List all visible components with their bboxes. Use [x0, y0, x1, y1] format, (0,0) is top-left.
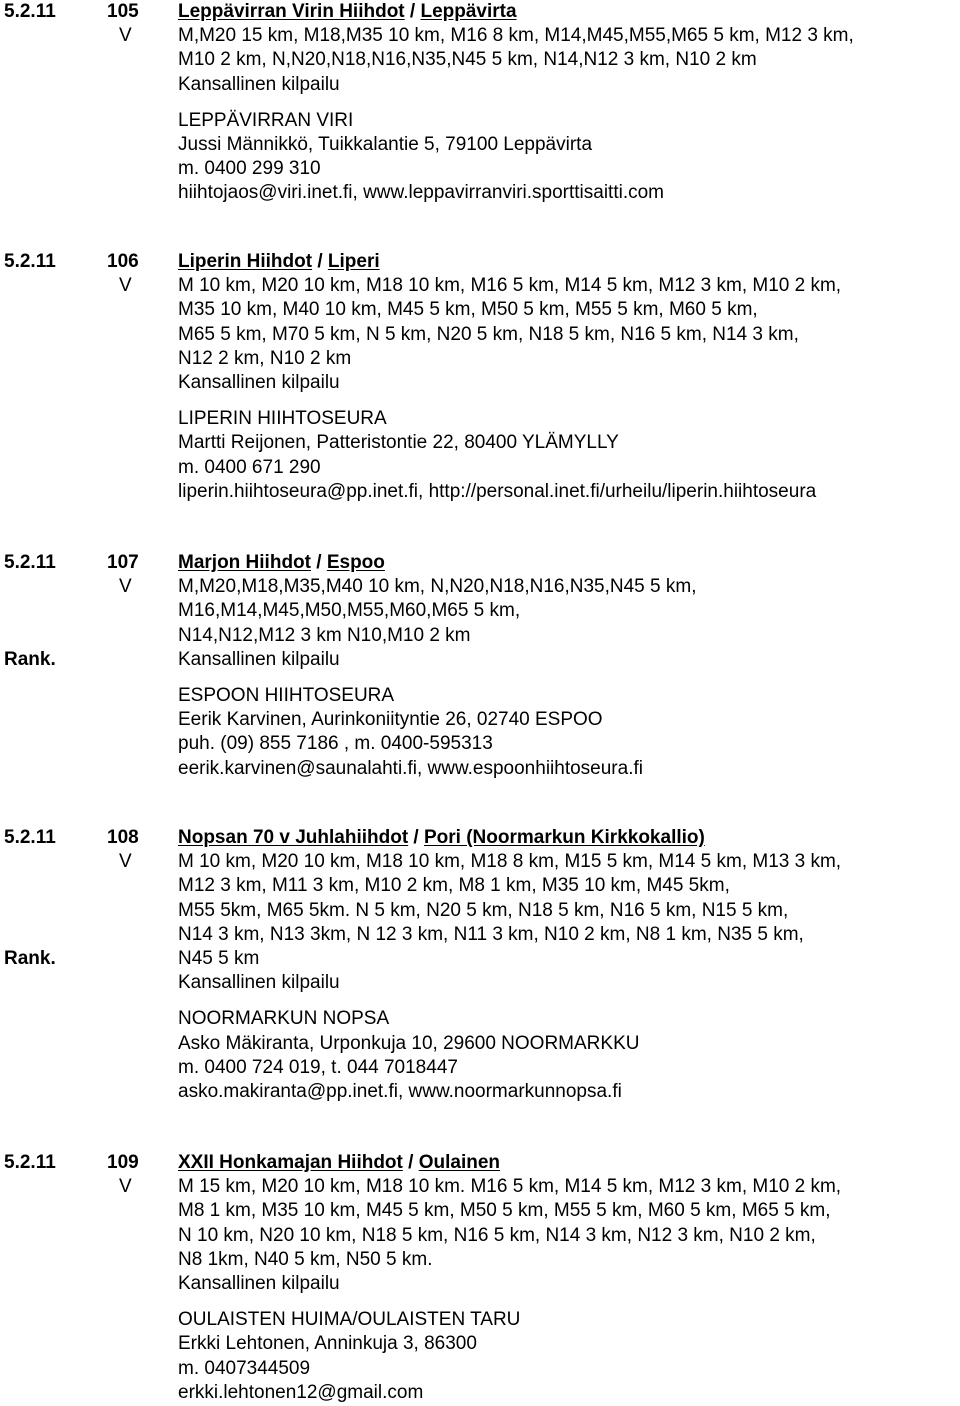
event-number: 105: [107, 1, 139, 22]
event-title: [178, 250, 958, 274]
event-date: 5.2.11: [4, 827, 56, 848]
event-location: Espoo: [326, 552, 385, 573]
event-number: 106: [107, 251, 139, 272]
event-title: [178, 1151, 958, 1175]
contact-phone: m. 0400 724 019, t. 044 7018447: [178, 1056, 458, 1078]
event-body: [178, 551, 958, 781]
event-classes: N14 3 km, N13 3km, N 12 3 km, N11 3 km, N10 2 km, N8 1 km, N35 5 km,: [178, 923, 804, 945]
event-classes: M16,M14,M45,M50,M55,M60,M65 5 km,: [178, 600, 521, 622]
title-separator: /: [408, 827, 424, 848]
event-classes: M55 5km, M65 5km. N 5 km, N20 5 km, N18 5 km, N16 5 km, N15 5 km,: [178, 899, 789, 921]
organizer-club: LIPERIN HIIHTOSEURA: [178, 408, 387, 430]
title-separator: /: [402, 1152, 419, 1173]
event-location: Pori (Noormarkun Kirkkokallio): [424, 827, 705, 848]
event-series: V: [119, 851, 132, 872]
event-classes: M65 5 km, M70 5 km, N 5 km, N20 5 km, N18 5 km, N16 5 km, N14 3 km,: [178, 323, 799, 345]
contact-address: Eerik Karvinen, Aurinkoniityntie 26, 02740 ESPOO: [178, 709, 603, 731]
event-name: Leppävirran Virin Hiihdot: [178, 1, 405, 22]
event-level: Kansallinen kilpailu: [178, 73, 340, 95]
event-classes: N12 2 km, N10 2 km: [178, 347, 352, 369]
event-classes: N14,N12,M12 3 km N10,M10 2 km: [178, 624, 471, 646]
event-classes: M 10 km, M20 10 km, M18 10 km, M18 8 km, M15 5 km, M14 5 km, M13 3 km,: [178, 851, 842, 873]
contact-phone: m. 0407344509: [178, 1357, 311, 1379]
event-level: Kansallinen kilpailu: [178, 648, 340, 670]
event-number: 107: [107, 552, 139, 573]
event-body: [178, 1151, 958, 1405]
event-level: Kansallinen kilpailu: [178, 972, 340, 994]
event-date: 5.2.11: [4, 1, 56, 22]
contact-web: hiihtojaos@viri.inet.fi, www.leppavirranviri.sporttisaitti.com: [178, 182, 665, 204]
contact-web: erkki.lehtonen12@gmail.com: [178, 1381, 424, 1403]
event-name: Nopsan 70 v Juhlahiihdot: [178, 827, 409, 848]
event-name: Marjon Hiihdot: [178, 552, 311, 573]
event-classes: M 15 km, M20 10 km, M18 10 km. M16 5 km, M14 5 km, M12 3 km, M10 2 km,: [178, 1176, 842, 1198]
contact-web: eerik.karvinen@saunalahti.fi, www.espoonhiihtoseura.fi: [178, 757, 643, 779]
event-number: 109: [107, 1152, 139, 1173]
organizer-club: NOORMARKUN NOPSA: [178, 1008, 390, 1030]
event-classes: N 10 km, N20 10 km, N18 5 km, N16 5 km, N14 3 km, N12 3 km, N10 2 km,: [178, 1224, 816, 1246]
event-classes: M 10 km, M20 10 km, M18 10 km, M16 5 km, M14 5 km, M12 3 km, M10 2 km,: [178, 275, 842, 297]
ranking-mark: Rank.: [4, 649, 56, 670]
contact-web: asko.makiranta@pp.inet.fi, www.noormarkunnopsa.fi: [178, 1080, 622, 1102]
event-body: [178, 250, 958, 504]
contact-phone: m. 0400 299 310: [178, 158, 321, 180]
event-title: [178, 0, 958, 24]
event-classes: M10 2 km, N,N20,N18,N16,N35,N45 5 km, N14,N12 3 km, N10 2 km: [178, 49, 757, 71]
event-body: [178, 0, 958, 206]
event-name: Liperin Hiihdot: [178, 251, 313, 272]
event-series: V: [119, 576, 132, 597]
event-location: Leppävirta: [420, 1, 517, 22]
contact-address: Martti Reijonen, Patteristontie 22, 80400 YLÄMYLLY: [178, 432, 619, 454]
event-location: Liperi: [327, 251, 380, 272]
event-level: Kansallinen kilpailu: [178, 371, 340, 393]
contact-web: liperin.hiihtoseura@pp.inet.fi, http://personal.inet.fi/urheilu/liperin.hiihtoseura: [178, 480, 817, 502]
contact-address: Jussi Männikkö, Tuikkalantie 5, 79100 Leppävirta: [178, 133, 593, 155]
event-classes: N45 5 km: [178, 947, 260, 969]
event-classes: M,M20 15 km, M18,M35 10 km, M16 8 km, M14,M45,M55,M65 5 km, M12 3 km,: [178, 25, 854, 47]
title-separator: /: [310, 552, 327, 573]
event-date: 5.2.11: [4, 251, 56, 272]
contact-phone: puh. (09) 855 7186 , m. 0400-595313: [178, 733, 493, 755]
contact-address: Asko Mäkiranta, Urponkuja 10, 29600 NOORMARKKU: [178, 1032, 640, 1054]
contact-phone: m. 0400 671 290: [178, 456, 321, 478]
event-number: 108: [107, 827, 139, 848]
event-classes: M8 1 km, M35 10 km, M45 5 km, M50 5 km, M55 5 km, M60 5 km, M65 5 km,: [178, 1200, 831, 1222]
event-series: V: [119, 275, 132, 296]
event-classes: M,M20,M18,M35,M40 10 km, N,N20,N18,N16,N35,N45 5 km,: [178, 576, 697, 598]
event-classes: M35 10 km, M40 10 km, M45 5 km, M50 5 km, M55 5 km, M60 5 km,: [178, 299, 758, 321]
title-separator: /: [404, 1, 421, 22]
contact-address: Erkki Lehtonen, Anninkuja 3, 86300: [178, 1333, 477, 1355]
event-title: [178, 551, 958, 575]
title-separator: /: [312, 251, 328, 272]
event-name: XXII Honkamajan Hiihdot: [178, 1152, 403, 1173]
event-level: Kansallinen kilpailu: [178, 1272, 340, 1294]
ranking-mark: Rank.: [4, 948, 56, 969]
event-series: V: [119, 25, 132, 46]
organizer-club: LEPPÄVIRRAN VIRI: [178, 109, 354, 131]
event-series: V: [119, 1176, 132, 1197]
event-location: Oulainen: [418, 1152, 501, 1173]
event-classes: N8 1km, N40 5 km, N50 5 km.: [178, 1248, 433, 1270]
organizer-club: ESPOON HIIHTOSEURA: [178, 684, 395, 706]
event-date: 5.2.11: [4, 552, 56, 573]
event-classes: M12 3 km, M11 3 km, M10 2 km, M8 1 km, M35 10 km, M45 5km,: [178, 875, 730, 897]
organizer-club: OULAISTEN HUIMA/OULAISTEN TARU: [178, 1309, 521, 1331]
event-body: [178, 826, 958, 1104]
event-date: 5.2.11: [4, 1152, 56, 1173]
event-title: [178, 826, 958, 850]
